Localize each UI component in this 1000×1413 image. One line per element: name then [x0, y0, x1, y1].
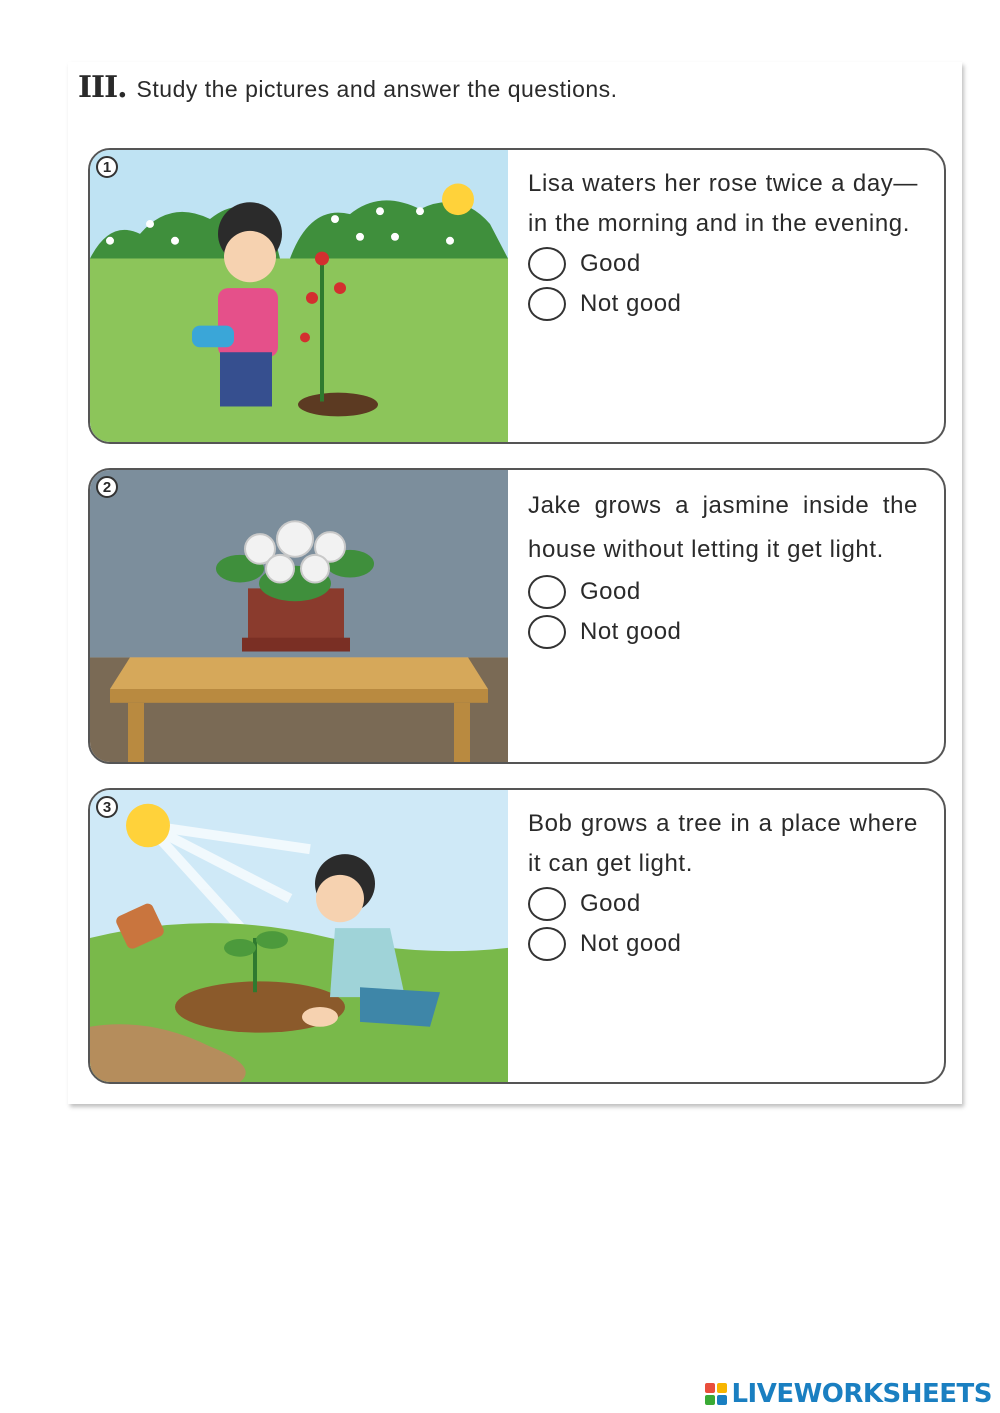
liveworksheets-logo: [705, 1379, 992, 1409]
option-label: Not good: [580, 618, 682, 645]
question-number-1: 1: [96, 156, 118, 178]
question-number-3: 3: [96, 796, 118, 818]
picture-girl-watering-rose: [90, 150, 508, 442]
radio-circle[interactable]: [528, 575, 566, 609]
option-not-good-3[interactable]: [528, 924, 918, 964]
question-text-2: Jake grows a jasmine inside the house without letting it get light.: [528, 492, 918, 563]
picture-jasmine-indoors: [90, 470, 508, 762]
radio-circle[interactable]: [528, 287, 566, 321]
picture-boy-planting-tree: [90, 790, 508, 1082]
option-label: Good: [580, 578, 641, 605]
question-number-2: 2: [96, 476, 118, 498]
question-text-3: Bob grows a tree in a place where it can get light.: [528, 810, 918, 877]
radio-circle[interactable]: [528, 927, 566, 961]
question-card-2: [88, 468, 946, 764]
question-card-1: [88, 148, 946, 444]
radio-circle[interactable]: [528, 247, 566, 281]
option-label: Not good: [580, 930, 682, 957]
option-good-2[interactable]: [528, 572, 918, 612]
question-text-1: Lisa waters her rose twice a day—in the morning and in the evening.: [528, 170, 918, 237]
liveworksheets-logo-icon: [705, 1383, 727, 1405]
option-not-good-1[interactable]: [528, 284, 918, 324]
section-numeral: III.: [78, 70, 127, 105]
option-label: Good: [580, 890, 641, 917]
option-not-good-2[interactable]: [528, 612, 918, 652]
section-heading: [78, 70, 618, 105]
option-label: Not good: [580, 290, 682, 317]
question-card-3: [88, 788, 946, 1084]
logo-text: LIVEWORKSHEETS: [731, 1379, 992, 1409]
option-label: Good: [580, 250, 641, 277]
radio-circle[interactable]: [528, 887, 566, 921]
option-good-1[interactable]: [528, 244, 918, 284]
instruction-text: Study the pictures and answer the questions.: [136, 76, 618, 102]
option-good-3[interactable]: [528, 884, 918, 924]
radio-circle[interactable]: [528, 615, 566, 649]
